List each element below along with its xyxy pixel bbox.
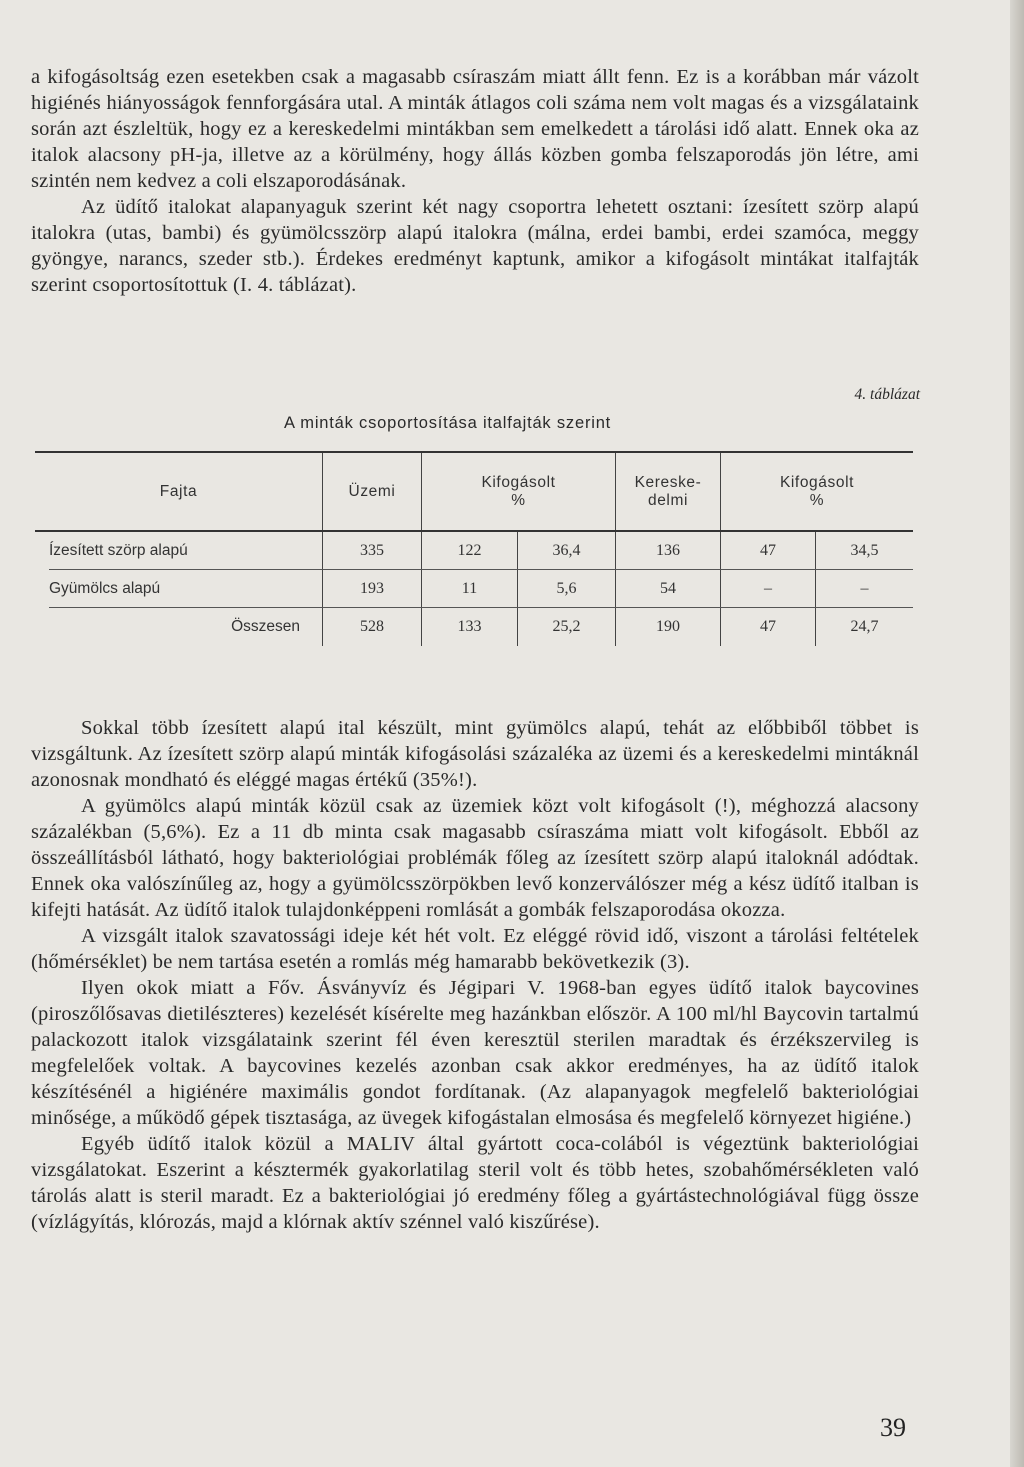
cell-uzemi: 193 bbox=[322, 570, 421, 608]
cell-percent-kereskedelmi: 24,7 bbox=[815, 608, 913, 646]
cell-percent-uzemi: 36,4 bbox=[517, 532, 615, 570]
header-kifogasolt-label: Kifogásolt bbox=[481, 473, 556, 491]
header-kifogasolt-uzemi bbox=[421, 453, 615, 530]
cell-percent-uzemi: 5,6 bbox=[517, 570, 615, 608]
table-row-total bbox=[35, 608, 913, 646]
row-label: Ízesített szörp alapú bbox=[49, 542, 188, 559]
cell-kereskedelmi: 54 bbox=[615, 570, 720, 608]
table-row bbox=[35, 532, 913, 570]
cell-uzemi: 335 bbox=[322, 532, 421, 570]
header-kereskedelmi-line2: delmi bbox=[647, 491, 689, 509]
cell-kifogasolt-kereskedelmi: 47 bbox=[720, 532, 815, 570]
page-number: 39 bbox=[880, 1413, 906, 1442]
row-label: Összesen bbox=[231, 618, 300, 635]
data-table bbox=[35, 451, 913, 646]
cell-uzemi: 528 bbox=[322, 608, 421, 646]
top-text-block bbox=[31, 64, 919, 298]
paragraph: a kifogásoltság ezen esetekben csak a magasabb csíraszám miatt állt fenn. Ez is a korábban már vázolt higiénés hiányosságok fennforgására utal. A minták átlagos coli száma nem volt magas és a vizsgálataink során azt észleltük, hogy ez a kereskedelmi mintákban sem emelkedett a tárolási idő alatt. Ennek oka az italok alacsony pH-ja, illetve az a körülmény, hogy állás közben gomba felszaporodás jön létre, ami szintén nem kedvez a coli elszaporodásának. bbox=[31, 66, 919, 192]
paragraph: A gyümölcs alapú minták közül csak az üzemiek közt volt kifogásolt (!), méghozzá alacsony százalékban (5,6%). Ez a 11 db minta csak magasabb csíraszáma miatt volt kifogásolt. Ebből az összeállításból látható, hogy bakteriológiai problémák főleg az ízesített szörp alapú italoknál adódtak. Ennek oka valószínűleg az, hogy a gyümölcsszörpökben levő konzerválószer még a kész üdítő italban is kifejti hatását. Az üdítő italok tulajdonképpeni romlását a gombák felszaporodása okozza. bbox=[31, 795, 919, 921]
table-title: A minták csoportosítása italfajták szerint bbox=[284, 414, 612, 432]
cell-kereskedelmi: 136 bbox=[615, 532, 720, 570]
header-kifogasolt-kereskedelmi bbox=[720, 453, 913, 530]
header-kereskedelmi-line1: Kereske- bbox=[634, 473, 702, 491]
cell-kifogasolt-kereskedelmi: 47 bbox=[720, 608, 815, 646]
header-uzemi: Üzemi bbox=[322, 453, 421, 530]
table-header bbox=[35, 453, 913, 532]
paragraph: Az üdítő italokat alapanyaguk szerint két nagy csoportra lehetett osztani: ízesített szörp alapú italokra (utas, bambi) és gyümölcsszörp alapú italokra (málna, erdei bambi, erdei szamóca, meggy gyöngye, narancs, szeder stb.). Érdekes eredményt kaptunk, amikor a kifogásolt mintákat italfajták szerint csoportosítottuk (I. 4. táblázat). bbox=[31, 196, 919, 296]
row-label: Gyümölcs alapú bbox=[49, 580, 161, 597]
cell-kifogasolt-kereskedelmi: – bbox=[720, 570, 815, 608]
table-number: 4. táblázat bbox=[854, 386, 920, 403]
cell-kifogasolt-uzemi: 133 bbox=[421, 608, 517, 646]
paragraph: Ilyen okok miatt a Főv. Ásványvíz és Jégipari V. 1968-ban egyes üdítő italok baycovines (piroszőlősavas dietilészteres) kezelését kísérelte meg hazánkban először. A 100 ml/hl Baycovin tartalmú palackozott italok vizsgálataink szerint fél éven keresztül sterilen maradtak és érzékszervileg is megfelelőek voltak. A baycovines kezelés azonban csak akkor eredményes, ha az üdítő italok készítésénél a higiénére maximális gondot fordítanak. (Az alapanyagok megfelelő bakteriológiai minősége, a működő gépek tisztasága, az üvegek kifogástalan elmosása és megfelelő környezet higiéne.) bbox=[31, 977, 919, 1129]
cell-percent-kereskedelmi: – bbox=[815, 570, 913, 608]
paragraph: A vizsgált italok szavatossági ideje két hét volt. Ez eléggé rövid idő, viszont a tárolási feltételek (hőmérséklet) be nem tartása esetén a romlás még hamarabb bekövetkezik (3). bbox=[31, 925, 919, 973]
table-row bbox=[35, 570, 913, 608]
paragraph: Sokkal több ízesített alapú ital készült, mint gyümölcs alapú, tehát az előbbiből többet is vizsgáltunk. Az ízesített szörp alapú minták kifogásolási százaléka az üzemi és a kereskedelmi mintáknál azonosnak mondható és eléggé magas értékű (35%!). bbox=[31, 717, 919, 791]
header-kifogasolt-label: Kifogásolt bbox=[779, 473, 855, 491]
paragraph: Egyéb üdítő italok közül a MALIV által gyártott coca-colából is végeztünk bakteriológiai vizsgálatokat. Eszerint a késztermék gyakorlatilag steril volt és több hetes, szobahőmérsékleten való tárolás alatt is steril maradt. Ez a bakteriológiai jó eredmény főleg a gyártástechnológiával függ össze (vízlágyítás, klórozás, majd a klórnak aktív szénnel való kiszűrése). bbox=[31, 1133, 919, 1233]
page-edge bbox=[1010, 0, 1024, 1467]
table-body bbox=[35, 532, 913, 646]
header-fajta: Fajta bbox=[159, 482, 198, 500]
cell-percent-uzemi: 25,2 bbox=[517, 608, 615, 646]
cell-kifogasolt-uzemi: 11 bbox=[421, 570, 517, 608]
cell-kifogasolt-uzemi: 122 bbox=[421, 532, 517, 570]
bottom-text-block bbox=[31, 715, 919, 1235]
cell-kereskedelmi: 190 bbox=[615, 608, 720, 646]
header-kereskedelmi bbox=[615, 453, 720, 530]
cell-percent-kereskedelmi: 34,5 bbox=[815, 532, 913, 570]
header-percent-label: % bbox=[809, 491, 825, 509]
header-percent-label: % bbox=[511, 491, 526, 509]
